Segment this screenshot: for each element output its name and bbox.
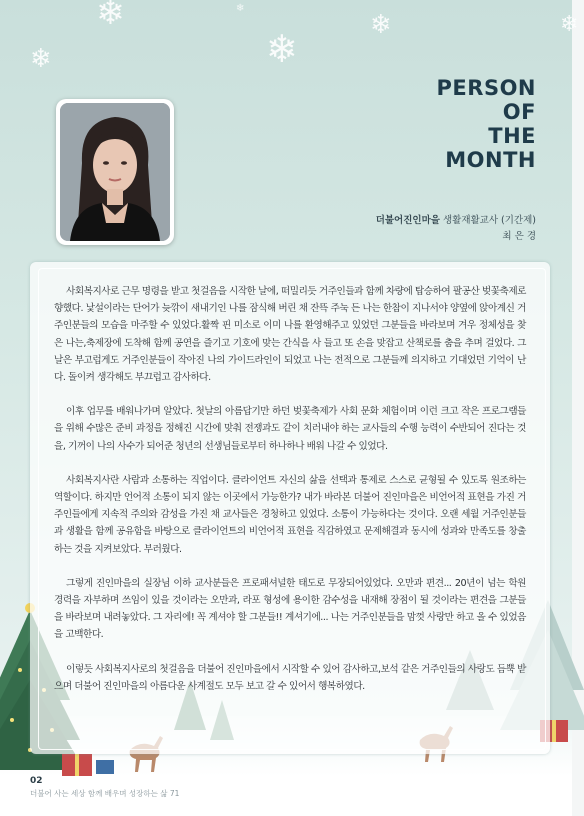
snowflake-icon: ❄ [560,12,579,37]
page-number: 02 [30,776,43,786]
profile-photo-frame [56,99,174,245]
snowflake-icon: ❄ [266,27,298,71]
article-paragraph: 사회복지사란 사람과 소통하는 직업이다. 클라이언트 자신의 삶을 선택과 통제로 스스로 균형될 수 있도록 원조하는 역할이다. 하지만 언어적 소통이 되지 않는 이곳에서 가능한가? 내가 바라본 더불어 진인마을은 비언어적 표현을 가진 거주인들에게 지속적 주의와 감성을 가진 채 교사들은 경청하고 있었다. 소통이 가능하다는 것이다. 오랜 세월 거주인분들과 생활을 함께 공유함을 바탕으로 클라이언트의 비언어적 표현을 직감하였고 문제해결과 동시에 성과와 만족도를 창출하는 것을 지켜보았다. 부러웠다. [54,474,526,555]
snowflake-icon: ❄ [236,3,245,14]
article-body [54,283,526,712]
article-paragraph: 사회복지사로 근무 명령을 받고 첫걸음을 시작한 날에, 떠밀리듯 거주인들과 함께 차량에 탑승하여 팔공산 벚꽃축제로 향했다. 낯설이라는 단어가 늦깎이 새내기인 나를 잠식해 버린 채 잔뜩 주눅 든 나는 한참이 지나서야 양옆에 앉아계신 거주인분들의 모습을 마주할 수 있었다.활짝 핀 미소로 이미 나를 환영해주고 있었던 그분들을 바라보며 겨우 정체성을 찾은 나는,축제장에 도착해 함께 공연을 즐기고 기호에 맞는 간식을 사 들고 또 손을 맞잡고 산책로를 춤을 추며 걸었다. 그날은 부고럽게도 거주인분들이 작아진 나의 가이드라인이 되었고 나는 전적으로 그분들께 의지하고 기대었던 기억이 난다. 돌이켜 생각해도 부끄럽고 감사하다. [54,286,526,384]
author-role: 생활재활교사 (기간제) [442,215,536,226]
organization-name: 더불어진인마을 [375,215,440,226]
article-paragraph: 이렇듯 사회복지사로의 첫걸음을 더불어 진인마을에서 시작할 수 있어 감사하고,보석 같은 거주인들의 사랑도 듬뿍 받으며 더불어 진인마을의 아름다운 사계절도 모두 보고 갈 수 있어서 행복하였다. [54,663,526,692]
author-affiliation [376,213,536,229]
snowflake-icon: ❄ [96,0,125,33]
snowflake-icon: ❄ [370,10,392,40]
title-line: PERSON [436,76,536,100]
title-line: MONTH [445,148,536,172]
portrait-image [60,103,170,241]
page-title [437,76,536,172]
publication-footer: 더불어 사는 세상 함께 배우며 성장하는 삶 71 [30,789,180,798]
article-paragraph: 그렇게 진인마을의 실장님 이하 교사분들은 프로패셔널한 태도로 무장되어있었다. 오만과 편견... 20년이 넘는 학원 경력을 자부하며 쓰임이 있을 것이라는 오만과, 라포 형성에 용이한 감수성을 내재해 장점이 될 것이라는 편견을 그분들을 바라보며 내려놓았다. 그 자리에! 꼭 계셔야 할 그분들!! 계셔기에... 나는 거주인분들을 맘껏 사랑만 하고 올 수 있었음을 고백한다. [54,577,526,641]
article-paragraph: 이후 업무를 배워나가며 알았다. 첫날의 아름답기만 하던 벚꽃축제가 사회 문화 체험이며 이런 크고 작은 프로그램들을 위해 수많은 준비 과정을 정해진 시간에 맞춰 전쟁과도 같이 치러내야 하는 교사들의 수행 능력이 수반되어 진다는 것을, 기꺼이 나의 사수가 되어준 청년의 선생님들로부터 하나하나 배워 나갈 수 있었다. [54,406,526,452]
author-name: 최 은 경 [502,231,536,242]
snowflake-icon: ❄ [30,44,52,74]
byline [376,213,536,245]
profile-photo [60,103,170,241]
title-line: THE [488,124,536,148]
title-line: OF [502,100,536,124]
